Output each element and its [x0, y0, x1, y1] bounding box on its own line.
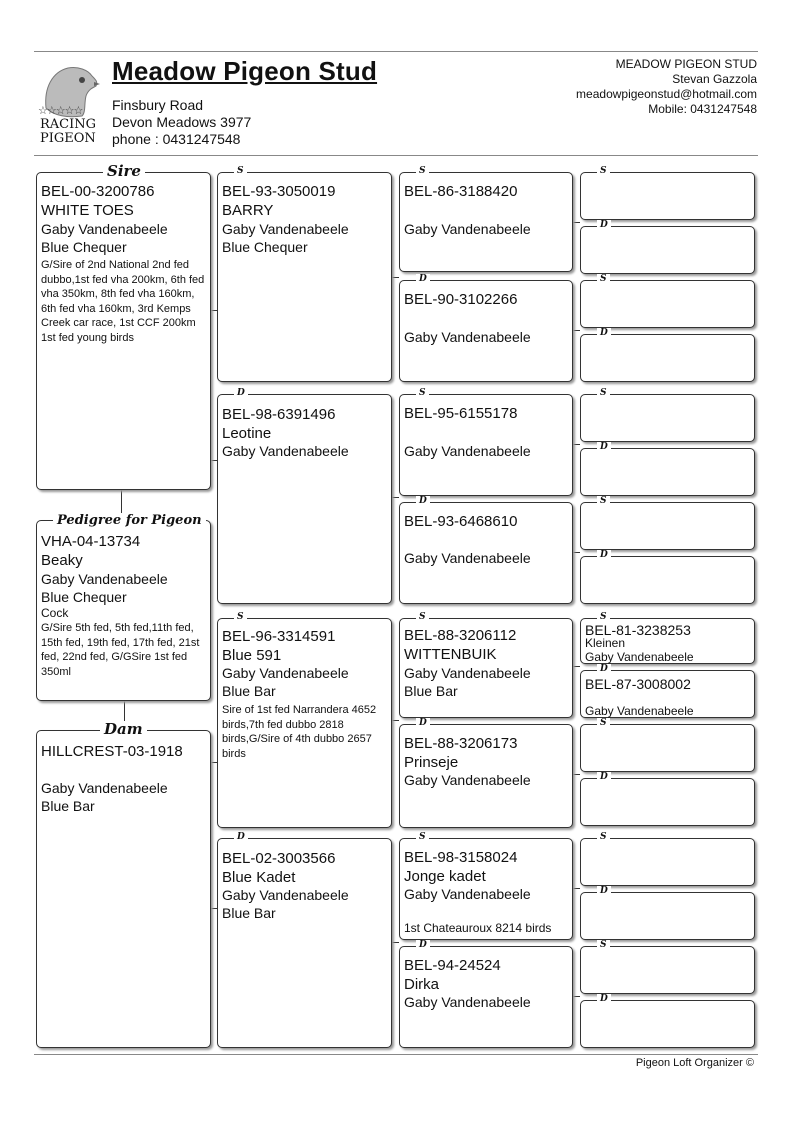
subject-ring: VHA-04-13734	[41, 533, 141, 550]
connector	[572, 666, 580, 667]
ancestor-name: Prinseje	[404, 754, 459, 771]
subject-name: Beaky	[41, 552, 83, 569]
ancestor-name: Jonge kadet	[404, 868, 486, 885]
gen4-card[interactable]	[580, 618, 755, 664]
dam-tag: D	[597, 328, 611, 338]
ancestor-notes: Sire of 1st fed Narrandera 4652 birds,7th fed dubbo 2818 birds,G/Sire of 4th dubbo 2657 birds	[222, 704, 377, 760]
subject-sex: Cock	[41, 606, 69, 620]
sire-breeder: Gaby Vandenabeele	[41, 221, 168, 237]
dam-tag: D	[597, 442, 611, 452]
gen4-card[interactable]	[580, 946, 755, 994]
ancestor-ring: BEL-90-3102266	[404, 291, 518, 308]
ancestor-ring: BEL-02-3003566	[222, 850, 336, 867]
sire-name: WHITE TOES	[41, 202, 134, 219]
sire-notes: G/Sire of 2nd National 2nd fed dubbo,1st fed vha 200km, 6th fed vha 350km, 8th fed vha 160km, 6th fed vha 160km, 3rd Kemps Creek car race, 1st CCF 200km 1st fed young birds	[41, 259, 205, 344]
address-line-1: Finsbury Road	[112, 97, 204, 113]
dam-tag: D	[597, 220, 611, 230]
dam-color: Blue Bar	[41, 798, 95, 814]
dam-label: Dam	[100, 721, 147, 737]
gen4-card[interactable]	[580, 778, 755, 826]
dam-ring: HILLCREST-03-1918	[41, 743, 183, 760]
connector	[391, 720, 399, 721]
gen4-card[interactable]	[580, 556, 755, 604]
gen4-card[interactable]	[580, 724, 755, 772]
sire-card[interactable]	[36, 172, 211, 490]
sire-tag: S	[597, 940, 610, 950]
stud-title: Meadow Pigeon Stud	[112, 56, 378, 86]
gen4-card[interactable]	[580, 226, 755, 274]
dam-tag: D	[597, 994, 611, 1004]
dam-tag: D	[416, 274, 430, 284]
connector	[391, 277, 399, 278]
ancestor-breeder: Gaby Vandenabeele	[404, 221, 531, 237]
subject-notes: G/Sire 5th fed, 5th fed,11th fed, 15th fed, 19th fed, 17th fed, 21st fed, 22nd fed, G/GSire 1st fed 350ml	[41, 622, 200, 678]
pedigree-label: Pedigree for Pigeon	[53, 513, 206, 529]
ancestor-breeder: Gaby Vandenabeele	[404, 994, 531, 1010]
ancestor-breeder: Gaby Vandenabeele	[404, 772, 531, 788]
gen4-card[interactable]	[580, 838, 755, 886]
gen3-card[interactable]	[399, 502, 573, 604]
sire-ring: BEL-00-3200786	[41, 183, 155, 200]
ancestor-breeder: Gaby Vandenabeele	[404, 550, 531, 566]
dam-tag: D	[597, 550, 611, 560]
sire-tag: S	[234, 166, 247, 176]
sire-label: Sire	[103, 163, 145, 179]
dam-tag: D	[234, 832, 248, 842]
ancestor-name: Dirka	[404, 976, 440, 993]
gen4-card[interactable]	[580, 670, 755, 718]
ancestor-color: Blue Bar	[404, 683, 458, 699]
dam-breeder: Gaby Vandenabeele	[41, 780, 168, 796]
ancestor-ring: BEL-86-3188420	[404, 183, 518, 200]
ancestor-ring: BEL-93-3050019	[222, 183, 336, 200]
connector	[572, 552, 580, 553]
connector	[391, 942, 399, 943]
ancestor-ring: BEL-88-3206112	[404, 627, 517, 644]
ancestor-notes: 1st Chateauroux 8214 birds	[404, 921, 552, 935]
phone: phone : 0431247548	[112, 131, 241, 147]
gen3-card[interactable]	[399, 394, 573, 496]
ancestor-ring: BEL-94-24524	[404, 957, 501, 974]
sire-tag: S	[234, 612, 247, 622]
dam-tag: D	[234, 388, 248, 398]
ancestor-breeder: Gaby Vandenabeele	[222, 443, 349, 459]
ancestor-name: Leotine	[222, 425, 272, 442]
sire-tag: S	[416, 166, 429, 176]
dam-tag: D	[416, 940, 430, 950]
ancestor-breeder: Gaby Vandenabeele	[404, 886, 531, 902]
dam-card[interactable]	[36, 730, 211, 1048]
dam-tag: D	[416, 718, 430, 728]
ancestor-color: Blue Chequer	[222, 239, 308, 255]
gen2-card[interactable]	[217, 394, 392, 604]
dam-tag: D	[597, 664, 611, 674]
logo-text-racing: RACING	[40, 117, 97, 132]
address-line-2: Devon Meadows 3977	[112, 114, 252, 130]
ancestor-name: Blue 591	[222, 647, 282, 664]
connector	[572, 222, 580, 223]
gen4-card[interactable]	[580, 1000, 755, 1048]
dam-tag: D	[597, 886, 611, 896]
dam-tag: D	[416, 496, 430, 506]
sire-tag: S	[597, 388, 610, 398]
ancestor-ring: BEL-98-6391496	[222, 406, 336, 423]
gen3-card[interactable]	[399, 724, 573, 828]
gen2-card[interactable]	[217, 172, 392, 382]
ancestor-name: BARRY	[222, 202, 274, 219]
footer-rule	[34, 1054, 758, 1055]
sire-tag: S	[416, 832, 429, 842]
gen3-card[interactable]	[399, 172, 573, 272]
gen4-card[interactable]	[580, 394, 755, 442]
footer-credit: Pigeon Loft Organizer ©	[635, 1057, 754, 1069]
sire-tag: S	[597, 612, 610, 622]
ancestor-ring: BEL-93-6468610	[404, 513, 518, 530]
connector	[572, 330, 580, 331]
ancestor-name: Blue Kadet	[222, 869, 296, 886]
right-email: meadowpigeonstud@hotmail.com	[576, 87, 757, 101]
ancestor-name: WITTENBUIK	[404, 646, 497, 663]
subject-color: Blue Chequer	[41, 589, 127, 605]
ancestor-name: Kleinen	[585, 636, 626, 650]
connector	[572, 774, 580, 775]
subject-card[interactable]	[36, 520, 211, 701]
right-mobile: Mobile: 0431247548	[648, 102, 757, 116]
gen4-card[interactable]	[580, 448, 755, 496]
gen3-card[interactable]	[399, 280, 573, 382]
sire-tag: S	[597, 832, 610, 842]
connector	[572, 888, 580, 889]
connector	[391, 497, 399, 498]
ancestor-ring: BEL-95-6155178	[404, 405, 518, 422]
gen2-card[interactable]	[217, 838, 392, 1048]
sire-color: Blue Chequer	[41, 239, 127, 255]
gen2-card[interactable]	[217, 618, 392, 828]
ancestor-ring: BEL-96-3314591	[222, 628, 336, 645]
ancestor-breeder: Gaby Vandenabeele	[222, 887, 349, 903]
sire-tag: S	[597, 166, 610, 176]
ancestor-breeder: Gaby Vandenabeele	[222, 665, 349, 681]
gen3-card[interactable]	[399, 946, 573, 1048]
dam-tag: D	[597, 772, 611, 782]
gen4-card[interactable]	[580, 334, 755, 382]
subject-breeder: Gaby Vandenabeele	[41, 571, 168, 587]
right-name: Stevan Gazzola	[672, 72, 757, 86]
ancestor-ring: BEL-87-3008002	[585, 676, 691, 692]
gen4-card[interactable]	[580, 280, 755, 328]
top-rule	[34, 51, 758, 52]
sire-tag: S	[597, 496, 610, 506]
ancestor-breeder: Gaby Vandenabeele	[404, 665, 531, 681]
ancestor-breeder: Gaby Vandenabeele	[585, 704, 694, 718]
ancestor-ring: BEL-98-3158024	[404, 849, 518, 866]
sire-tag: S	[416, 388, 429, 398]
connector	[572, 444, 580, 445]
logo-text-pigeon: PIGEON	[40, 131, 96, 146]
ancestor-color: Blue Bar	[222, 905, 276, 921]
ancestor-breeder: Gaby Vandenabeele	[404, 329, 531, 345]
sire-tag: S	[597, 718, 610, 728]
ancestor-color: Blue Bar	[222, 683, 276, 699]
right-title: MEADOW PIGEON STUD	[615, 57, 757, 71]
connector	[572, 996, 580, 997]
racing-pigeon-logo	[38, 58, 100, 148]
ancestor-breeder: Gaby Vandenabeele	[585, 650, 694, 664]
ancestor-ring: BEL-88-3206173	[404, 735, 518, 752]
sire-tag: S	[416, 612, 429, 622]
gen4-card[interactable]	[580, 502, 755, 550]
gen3-card[interactable]	[399, 618, 573, 718]
gen3-card[interactable]	[399, 838, 573, 940]
gen4-card[interactable]	[580, 172, 755, 220]
logo-stars: ☆☆☆☆☆	[38, 105, 83, 117]
ancestor-breeder: Gaby Vandenabeele	[222, 221, 349, 237]
ancestor-ring: BEL-81-3238253	[585, 622, 691, 638]
ancestor-breeder: Gaby Vandenabeele	[404, 443, 531, 459]
sire-tag: S	[597, 274, 610, 284]
header-rule	[34, 155, 758, 156]
gen4-card[interactable]	[580, 892, 755, 940]
